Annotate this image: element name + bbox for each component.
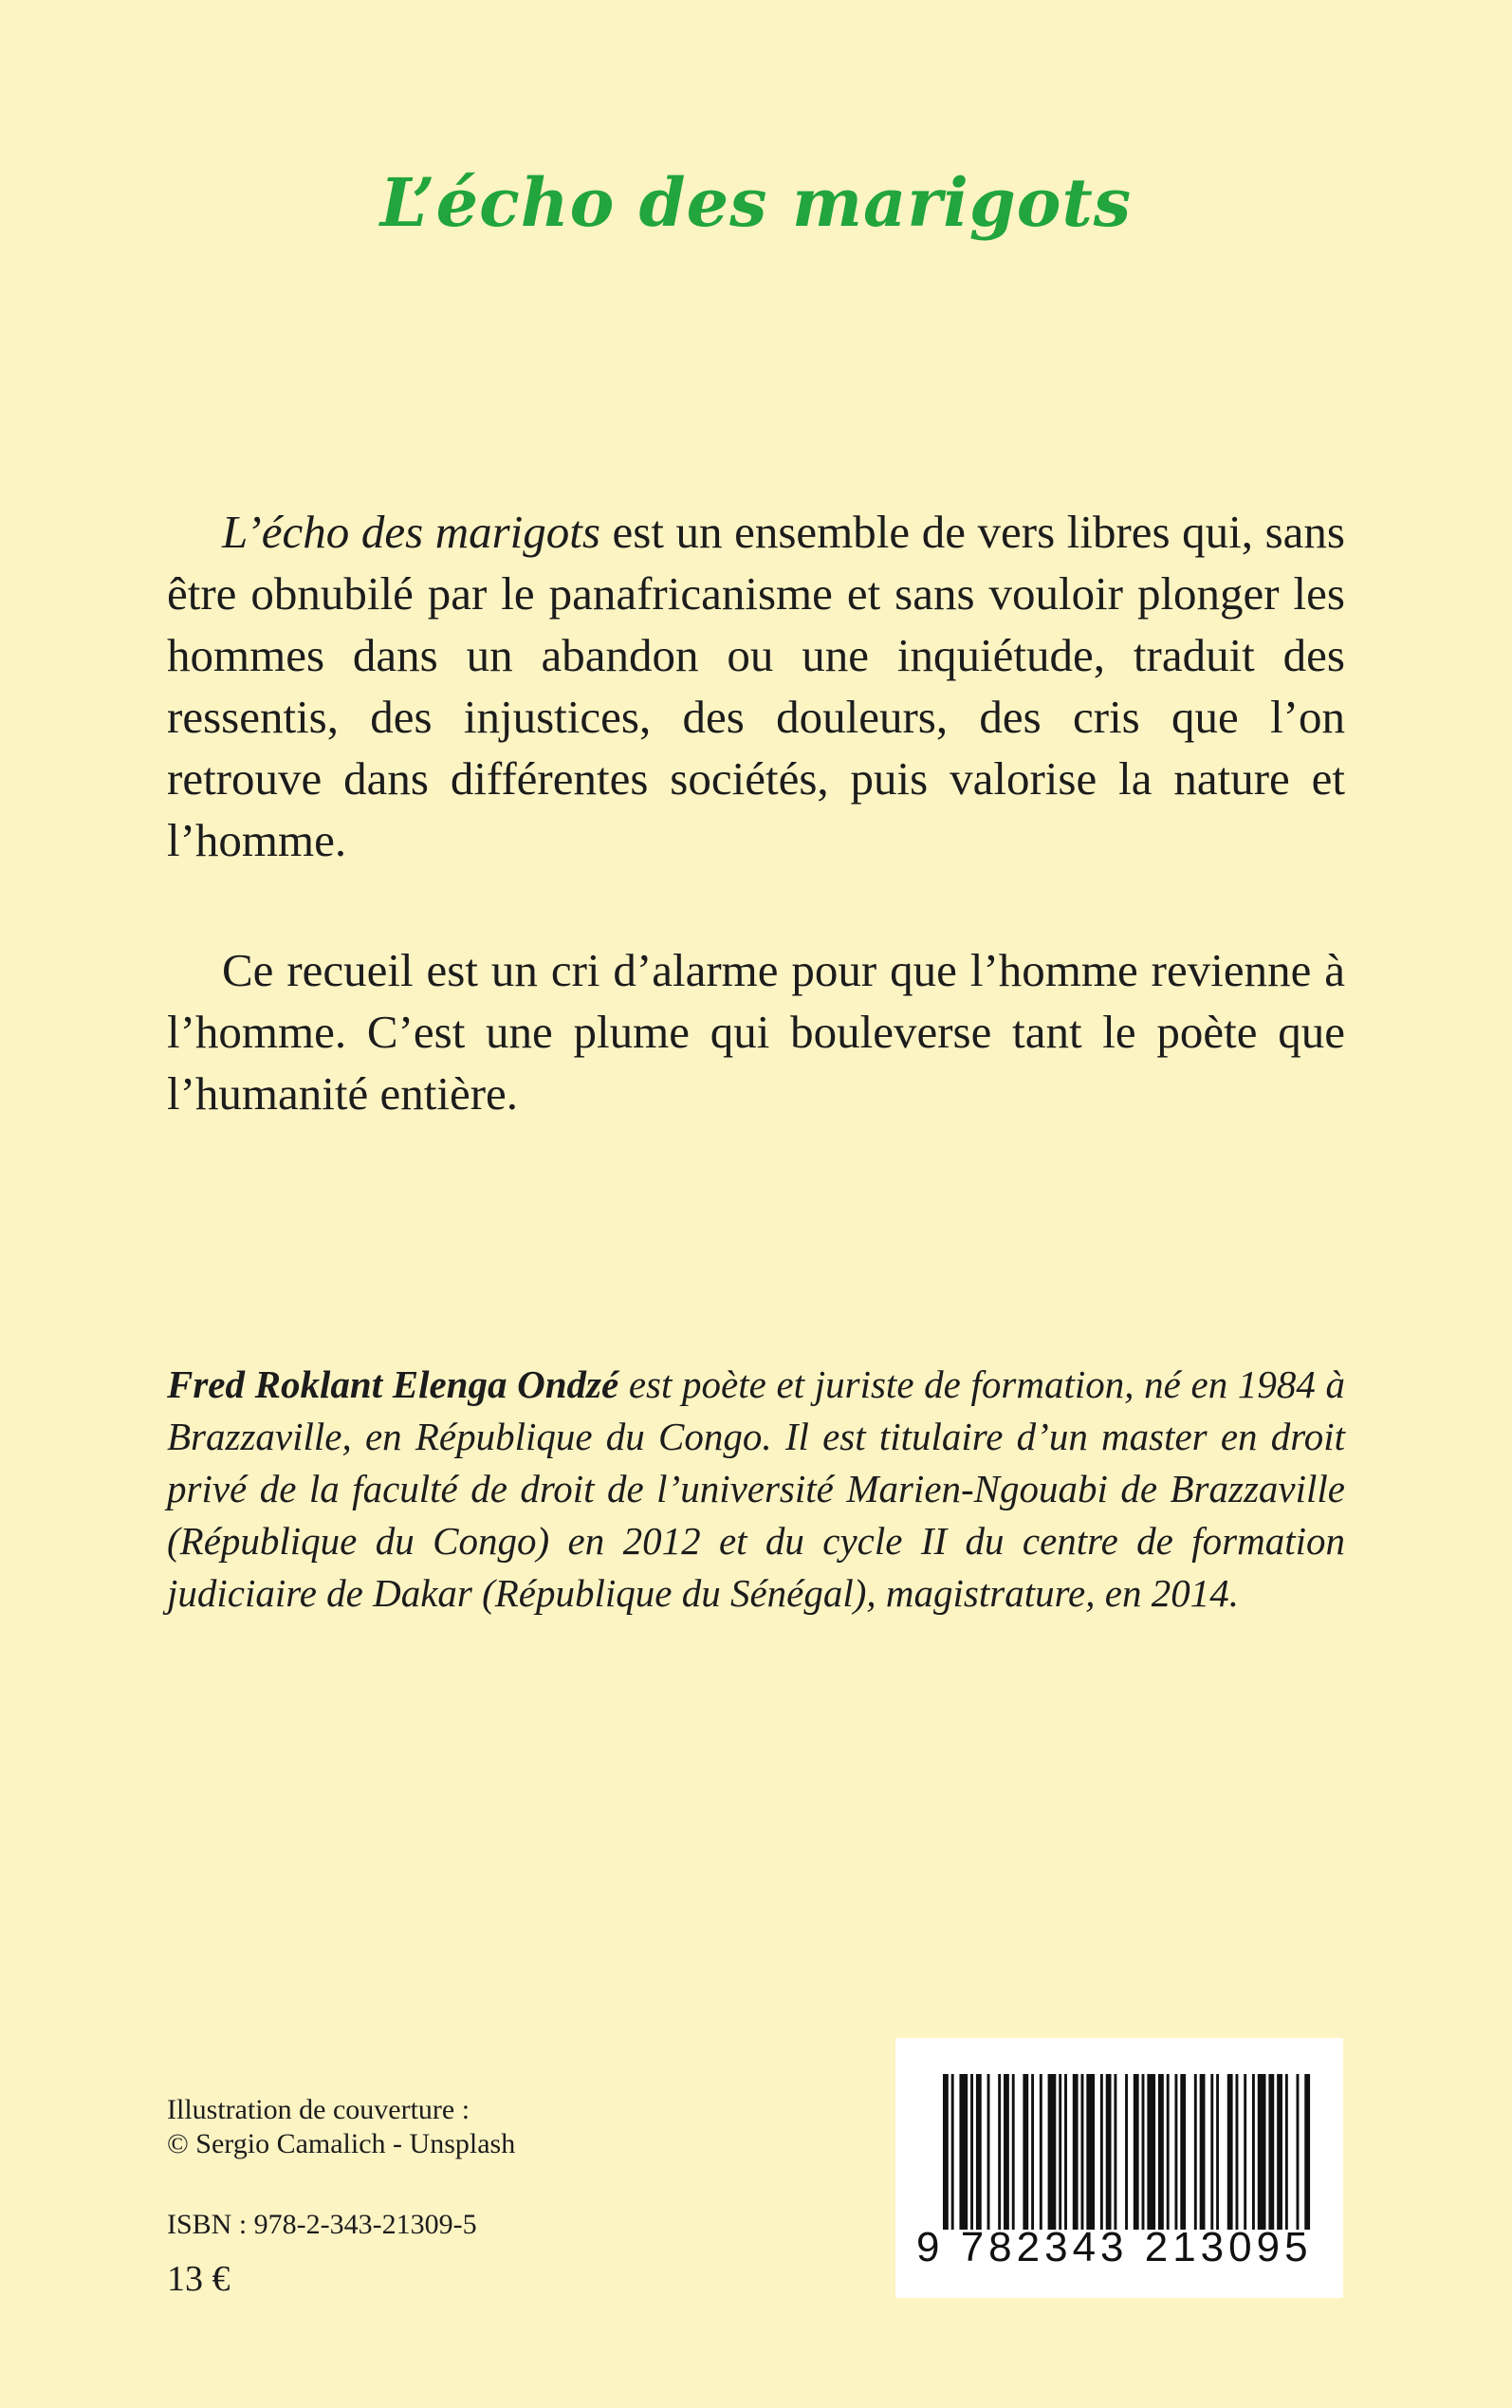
barcode-bar — [1167, 2074, 1170, 2230]
blurb-text-2: Ce recueil est un cri d’alarme pour que l’homme revienne à l’homme. C’est une plume qui bouleverse tant le poète que l’humanité entière. — [167, 944, 1345, 1120]
barcode-bar — [1258, 2074, 1266, 2230]
barcode-bar — [1086, 2074, 1095, 2230]
barcode-bar — [1081, 2074, 1084, 2230]
barcode-bar — [1064, 2074, 1067, 2230]
barcode-bar — [1236, 2074, 1239, 2230]
barcode-bar — [1244, 2074, 1246, 2230]
barcode-bar — [1227, 2074, 1233, 2230]
barcode-bar — [1216, 2074, 1219, 2230]
isbn: ISBN : 978-2-343-21309-5 — [167, 2209, 477, 2240]
barcode-bar — [1200, 2074, 1206, 2230]
barcode-bar — [970, 2074, 973, 2230]
barcode-bar — [1114, 2074, 1116, 2230]
barcode-bar — [1142, 2074, 1145, 2230]
barcode-bar — [1031, 2074, 1034, 2230]
barcode-bar — [1012, 2074, 1015, 2230]
blurb-paragraph-2 — [167, 939, 1345, 1124]
cover-credit-source: © Sergio Camalich - Unsplash — [167, 2128, 516, 2159]
barcode — [895, 2038, 1343, 2298]
barcode-bar — [1268, 2074, 1274, 2230]
barcode-bar — [1100, 2074, 1103, 2230]
barcode-bar — [998, 2074, 1001, 2230]
barcode-bar — [1048, 2074, 1057, 2230]
blurb-text-1: est un ensemble de vers libres qui, sans être obnubilé par le panafricanisme et sans vouloir plonger les hommes dans un abandon ou une inquiétude, traduit des ressentis, des injustices, des douleurs, des cris que l’on retrouve dans différentes sociétés, puis valorise la nature et l’homme. — [167, 506, 1345, 866]
author-name: Fred Roklant Elenga Ondzé — [167, 1362, 619, 1406]
barcode-bar — [1106, 2074, 1112, 2230]
barcode-bar — [959, 2074, 968, 2230]
barcode-bar — [1040, 2074, 1042, 2230]
cover-credit-label: Illustration de couverture : — [167, 2094, 470, 2125]
barcode-bar — [1059, 2074, 1061, 2230]
barcode-bar — [1147, 2074, 1155, 2230]
barcode-bar — [1252, 2074, 1255, 2230]
barcode-bar — [1125, 2074, 1128, 2230]
barcode-bar — [976, 2074, 982, 2230]
book-title: L’écho des marigots — [379, 163, 1133, 242]
barcode-bar — [1297, 2074, 1300, 2230]
barcode-bar — [1277, 2074, 1282, 2230]
barcode-bar — [1134, 2074, 1139, 2230]
barcode-bar — [1073, 2074, 1079, 2230]
cover-credit — [167, 2093, 515, 2161]
barcode-bar — [1023, 2074, 1028, 2230]
barcode-digits: 9 782343 213095 — [916, 2224, 1313, 2270]
barcode-bar — [951, 2074, 954, 2230]
price: 13 € — [167, 2259, 230, 2299]
barcode-bar — [1158, 2074, 1164, 2230]
barcode-bar — [1004, 2074, 1009, 2230]
blurb-book-title: L’écho des marigots — [222, 506, 600, 558]
barcode-bars — [943, 2074, 1313, 2230]
barcode-bar — [1194, 2074, 1197, 2230]
barcode-bar — [1304, 2074, 1310, 2230]
barcode-bar — [1285, 2074, 1288, 2230]
barcode-bar — [943, 2074, 949, 2230]
barcode-bar — [1174, 2074, 1177, 2230]
barcode-bar — [987, 2074, 990, 2230]
author-bio-text: est poète et juriste de formation, né en 1984 à Brazzaville, en République du Congo. Il est titulaire d’un master en droit privé de la faculté de droit de l’université Marien-Ngouabi de Brazzaville (République du Congo) en 2012 et du cycle II du centre de formation judiciaire de Dakar (République du Sénégal), magistrature, en 2014. — [167, 1362, 1346, 1615]
author-bio — [167, 1359, 1345, 1620]
barcode-bar — [1180, 2074, 1186, 2230]
blurb-paragraph-1 — [167, 501, 1345, 871]
barcode-bar — [1210, 2074, 1213, 2230]
